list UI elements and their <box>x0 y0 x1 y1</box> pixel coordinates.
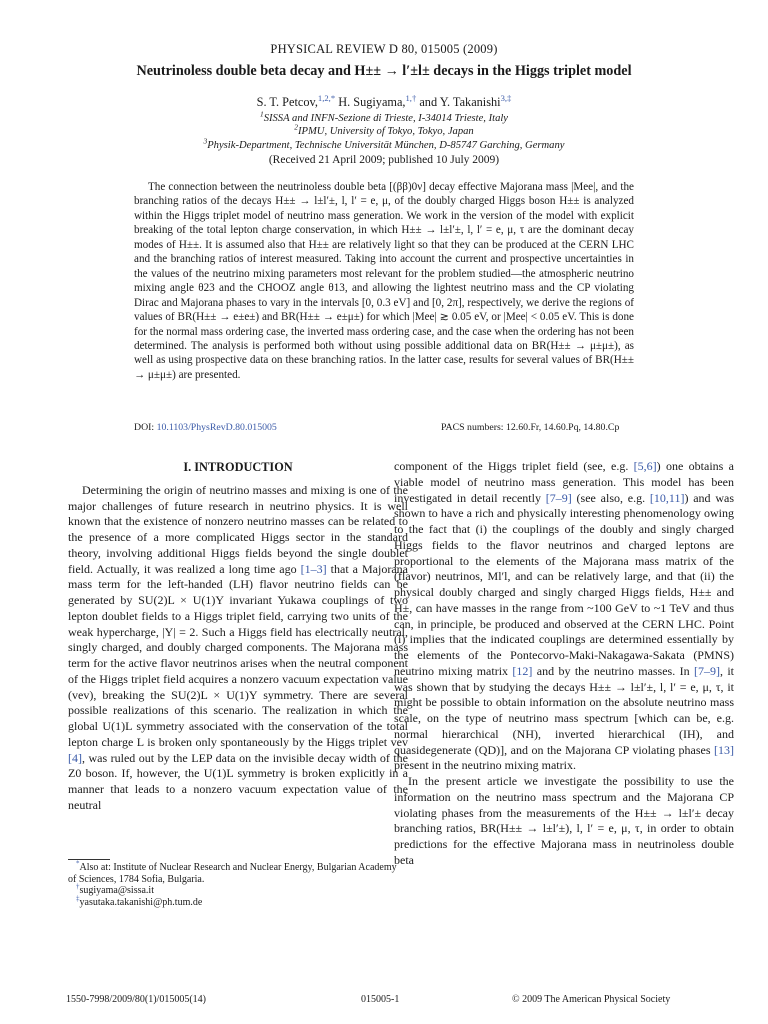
doi-label: DOI: <box>134 422 155 433</box>
citation-link[interactable]: [5,6] <box>633 459 657 473</box>
affiliation-2: $^2$IPMU, University of Tokyo, Tokyo, Japan <box>294 122 474 138</box>
paper-title: Neutrinoless double beta decay and H±± → l′±l± decays in the Higgs triplet model <box>136 63 632 79</box>
citation-link[interactable]: [4] <box>68 750 82 765</box>
footnotes <box>68 859 398 908</box>
section-heading: I. INTRODUCTION <box>183 460 293 474</box>
doi-link[interactable]: 10.1103/PhysRevD.80.015005 <box>156 422 277 433</box>
abstract-text: The connection between the neutrinoless double beta [(ββ)0ν] decay effective Majorana mass |Mee|, and the branching ratios of the decays H±± → l±l′±, l, l′ = e, μ, of the doubly charged Higgs boson H±± is analyzed within the Higgs triplet model of neutrino mass generation. We work in the version of the model with explicit breaking of the total lepton charge conservation, in which H±± → l±l′±, l, l′ = e, μ, τ are the dominant decay modes of H±±. It is assumed also that H±± are relatively light so that they can be produced at the CERN LHC and the branching ratios of interest measured. Taking into account the current and prospective uncertainties in the values of the neutrino mixing parameters most relevant for the problem studied—the atmospheric neutrino mixing angle θ23 and the CHOOZ angle θ13, and allowing the lightest neutrino mass and the CP violating Dirac and Majorana phases to vary in the intervals [0, 0.3 eV] and [0, 2π], respectively, we derive the regions of values of BR(H±± → e±e±) and BR(H±± → e±μ±) for which |Mee| ≳ 0.05 eV, or |Mee| < 0.05 eV. This is done for the normal mass ordering case, the inverted mass ordering case, and the case when the ordering has not been determined. The analysis is performed both without using possible additional data on BR(H±± → μ±μ±), as well as using prospective data on these branching ratios. In the latter case, results for several values of BR(H±± → μ±μ±) are presented. <box>134 181 634 381</box>
affiliation-list <box>0 109 768 152</box>
author-list <box>0 92 768 110</box>
citation-link[interactable]: [13] <box>714 742 734 757</box>
author-takanishi: and Y. Takanishi <box>416 95 501 109</box>
author-sugiyama: H. Sugiyama, <box>335 95 406 109</box>
footer-copyright: © 2009 The American Physical Society <box>512 994 671 1005</box>
right-paragraph-2: In the present article we investigate the possibility to use the information on the neutrino mass spectrum and the Majorana CP violating phases from the measurements of the H±± → l±l′± decay branching ratios, BR(H±± → l±l′±), l, l′ = e, μ, τ, in order to obtain predictions for the effective Majorana mass in neutrinoless double beta <box>394 774 734 867</box>
abstract <box>134 180 634 382</box>
left-column <box>68 460 408 814</box>
left-paragraph: Determining the origin of neutrino masses and mixing is one of the major challenges of future research in neutrino physics. It is well known that the existence of nonzero neutrino masses can be related to the presence of a more complicated Higgs sector in the standard theory, involving additional Higgs fields beyond the single doublet field. Actually, it was realized a long time ago [1–3] that a Majorana mass term for the left-handed (LH) flavor neutrino fields can be generated by SU(2)L × U(1)Y invariant Yukawa couplings of two lepton doublet fields to a Higgs triplet field, carrying two units of the weak hypercharge, |Y| = 2. Such a Higgs field has electrically neutral, singly charged, and doubly charged components. The Majorana mass term for the active flavor neutrinos arises when the neutral component of the Higgs triplet field acquires a nonzero vacuum expectation value (vev), breaking the SU(2)L × U(1)Y symmetry. There are several possible realizations of this scenario. The realization in which the global U(1)L symmetry associated with the conservation of the total lepton charge L is broken only spontaneously by the Higgs triplet vev [4], was ruled out by the LEP data on the invisible decay width of the Z0 boson. If, however, the U(1)L symmetry is broken explicitly in a manner that leads to a nonzero vacuum expectation value of the neutral <box>68 482 408 812</box>
footnote-rule <box>68 859 110 860</box>
author-sugiyama-sup[interactable]: 1,† <box>405 92 417 103</box>
citation-link[interactable]: [7–9] <box>545 490 572 505</box>
citation-link[interactable]: [7–9] <box>693 663 720 678</box>
author-takanishi-sup[interactable]: 3,‡ <box>500 92 512 103</box>
right-column <box>394 459 734 869</box>
author-petcov: S. T. Petcov, <box>256 95 318 109</box>
doi-line <box>134 422 277 433</box>
footnote-1: *Also at: Institute of Nuclear Research and Nuclear Energy, Bulgarian Academy of Sciences, 1784 Sofia, Bulgaria. <box>68 859 397 885</box>
pacs-numbers: PACS numbers: 12.60.Fr, 14.60.Pq, 14.80.Cp <box>441 422 620 433</box>
received-dates: (Received 21 April 2009; published 10 July 2009) <box>268 154 500 166</box>
author-petcov-sup[interactable]: 1,2,* <box>317 92 336 103</box>
affiliation-3: $^3$Physik-Department, Technische Universität München, D-85747 Garching, Germany <box>203 136 565 151</box>
footer-page-number: 015005-1 <box>361 994 400 1005</box>
citation-link[interactable]: [12] <box>512 663 533 678</box>
citation-link[interactable]: [1–3] <box>300 561 327 576</box>
citation-link[interactable]: [10,11] <box>649 490 685 505</box>
affiliation-1: $^1$SISSA and INFN-Sezione di Trieste, I-34014 Trieste, Italy <box>259 109 509 124</box>
journal-header: PHYSICAL REVIEW D 80, 015005 (2009) <box>270 42 498 56</box>
footnote-2: †sugiyama@sissa.it <box>76 882 154 896</box>
footer-issn: 1550-7998/2009/80(1)/015005(14) <box>66 994 206 1005</box>
footnote-3: ‡yasutaka.takanishi@ph.tum.de <box>76 894 203 908</box>
right-paragraph-1: component of the Higgs triplet field (see, e.g. [5,6]) one obtains a viable model of neutrino mass generation. This model has been investigated in detail recently [7–9] (see also, e.g. [10,11]) and was shown to have a rich and physically interesting phenomenology owing to the fact that (i) the couplings of the doubly and singly charged Higgs fields to the flavor neutrinos and charged leptons are proportional to the elements of the Majorana mass matrix of the (flavor) neutrinos, Ml′l, and can be relatively large, and that (ii) the physical doubly charged and singly charged Higgs fields, H±± and H±, can have masses in the range from ~100 GeV to ~1 TeV and thus can, in principle, be produced and observed at the CERN LHC. Point (i) implies that the indicated couplings are determined essentially by the elements of the Pontecorvo-Maki-Nakagawa-Sakata (PMNS) neutrino mixing matrix [12] and by the neutrino masses. In [7–9], it was shown that by studying the decays H±± → l±l′±, l, l′ = e, μ, τ, it might be possible to obtain information on the absolute neutrino mass scale, on the type of neutrino mass spectrum [which can be, e.g. normal hierarchical (NH), inverted hierarchical (IH), and quasidegenerate (QD)], and on the Majorana CP violating phases [13] present in the neutrino mixing matrix. <box>394 459 735 773</box>
